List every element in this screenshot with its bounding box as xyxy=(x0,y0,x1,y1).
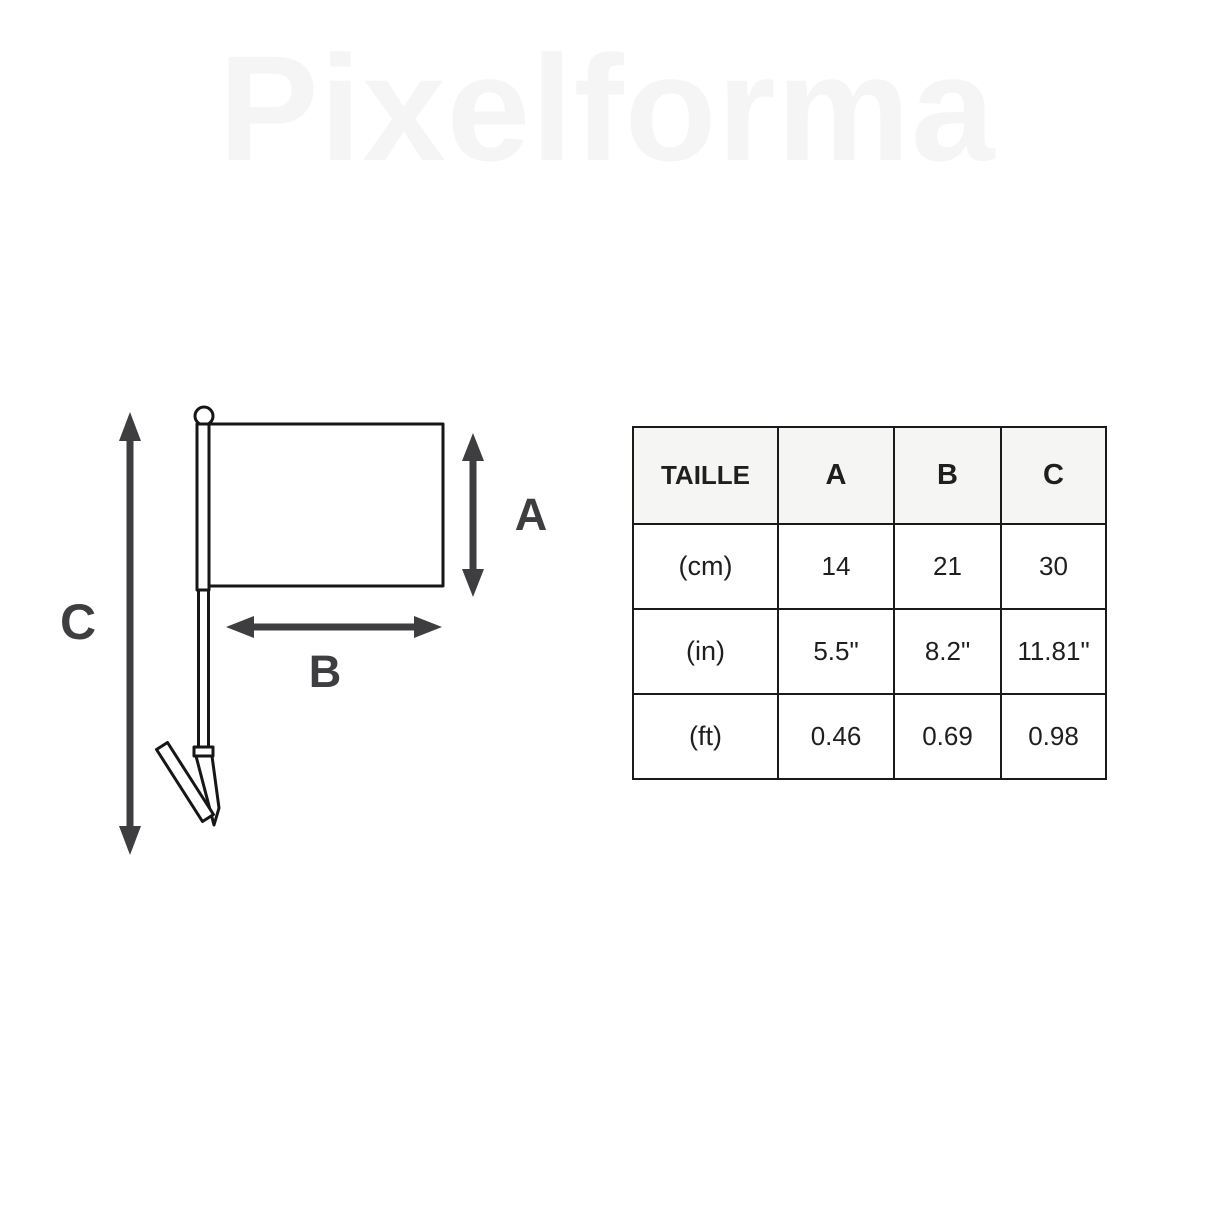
table-cell: 30 xyxy=(1001,524,1106,609)
table-header-row xyxy=(633,427,1106,524)
table-row-in xyxy=(633,609,1106,694)
table-row-cm xyxy=(633,524,1106,609)
col-header-a: A xyxy=(778,427,894,524)
flag-rectangle xyxy=(207,424,443,586)
pole-ball-finial xyxy=(195,407,213,425)
watermark-text: Pixelforma xyxy=(218,24,996,192)
table-cell: 21 xyxy=(894,524,1001,609)
table-cell: 14 xyxy=(778,524,894,609)
table-cell: 11.81" xyxy=(1001,609,1106,694)
arrow-b xyxy=(226,616,442,638)
arrow-c xyxy=(119,412,141,855)
table-row-ft xyxy=(633,694,1106,779)
col-header-taille: TAILLE xyxy=(633,427,778,524)
col-header-c: C xyxy=(1001,427,1106,524)
clip-collar xyxy=(194,747,213,756)
size-table xyxy=(632,426,1107,780)
label-c: C xyxy=(59,594,97,650)
label-b: B xyxy=(308,646,342,697)
label-a: A xyxy=(514,489,548,540)
arrow-a xyxy=(462,433,484,597)
col-header-b: B xyxy=(894,427,1001,524)
table-cell: 5.5" xyxy=(778,609,894,694)
table-cell: 0.69 xyxy=(894,694,1001,779)
table-cell: 8.2" xyxy=(894,609,1001,694)
table-cell: 0.98 xyxy=(1001,694,1106,779)
table-cell: 0.46 xyxy=(778,694,894,779)
unit-label-in: (in) xyxy=(633,609,778,694)
unit-label-cm: (cm) xyxy=(633,524,778,609)
unit-label-ft: (ft) xyxy=(633,694,778,779)
pole-upper-section xyxy=(197,424,209,590)
pole-lower-section xyxy=(199,590,209,747)
